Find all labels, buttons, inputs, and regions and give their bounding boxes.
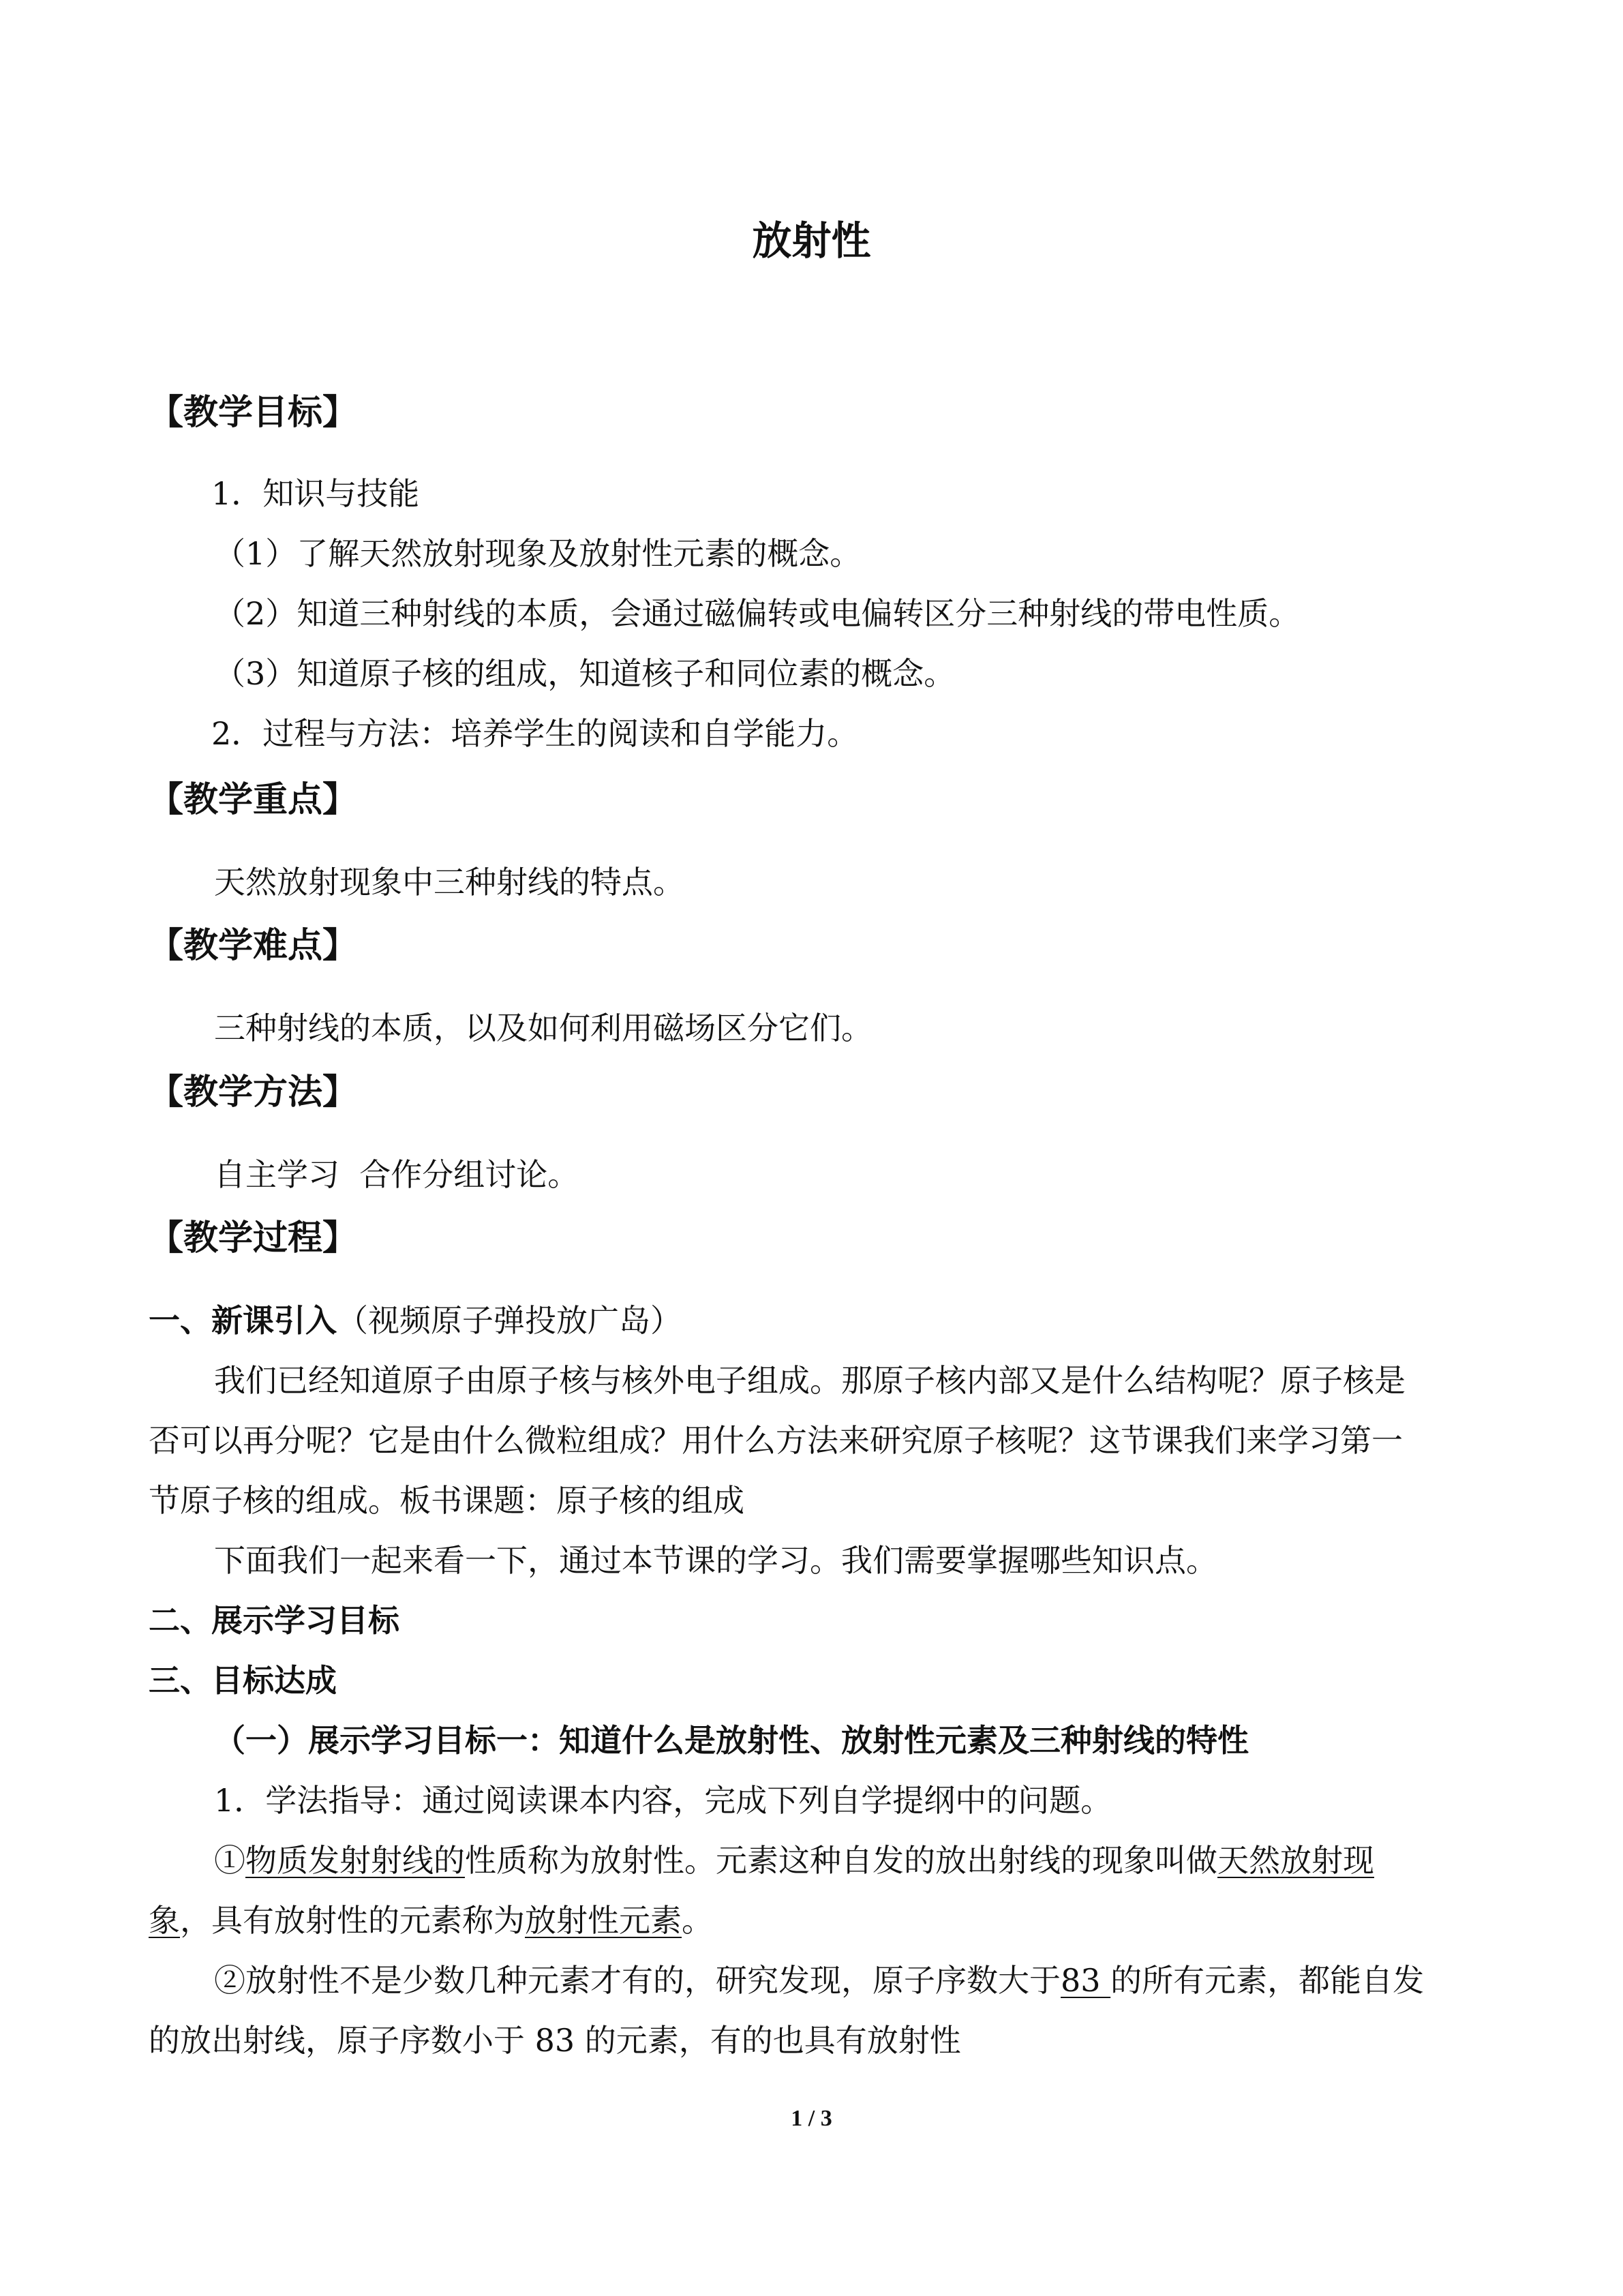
section-heading-methods: 【教学方法】 <box>149 1072 358 1113</box>
goal-sub-1: （1）了解天然放射现象及放射性元素的概念。 <box>214 535 862 572</box>
section-heading-difficulties: 【教学难点】 <box>149 926 358 966</box>
section-heading-process: 【教学过程】 <box>149 1218 358 1258</box>
goal-sub-3: （3）知道原子核的组成，知道核子和同位素的概念。 <box>214 655 956 692</box>
goal-item-1: 1．知识与技能 <box>211 475 420 512</box>
section-heading-goals: 【教学目标】 <box>149 393 358 433</box>
methods-text: 自主学习 合作分组讨论。 <box>214 1156 579 1193</box>
q1-end: 。 <box>682 1902 713 1939</box>
page-number: 1 / 3 <box>791 2106 832 2131</box>
q2-blank: 83 <box>1061 1962 1111 1999</box>
process-heading-1 <box>149 1300 682 1341</box>
page-title: 放射性 <box>752 217 871 264</box>
q1-blank-3: 放射性元素 <box>525 1902 682 1939</box>
sub-goal-heading: （一）展示学习目标一：知道什么是放射性、放射性元素及三种射线的特性 <box>214 1722 1249 1759</box>
goal-item-2: 2．过程与方法：培养学生的阅读和自学能力。 <box>211 715 859 752</box>
q1-blank-2: 天然放射现 <box>1217 1842 1374 1879</box>
heading-1-note: （视频原子弹投放广岛） <box>337 1302 682 1339</box>
q1-blank-1: 物质发射射线的 <box>245 1842 465 1879</box>
difficulties-text: 三种射线的本质，以及如何利用磁场区分它们。 <box>214 1010 873 1046</box>
question-1-line-1 <box>214 1840 1374 1881</box>
section-heading-keypoints: 【教学重点】 <box>149 780 358 820</box>
goal-sub-2: （2）知道三种射线的本质，会通过磁偏转或电偏转区分三种射线的带电性质。 <box>214 595 1301 632</box>
q1-marker: ① <box>214 1842 245 1879</box>
paragraph-2: 下面我们一起来看一下，通过本节课的学习。我们需要掌握哪些知识点。 <box>214 1542 1217 1579</box>
paragraph-1-line-2: 否可以再分呢？它是由什么微粒组成？用什么方法来研究原子核呢？这节课我们来学习第一 <box>149 1422 1403 1459</box>
q1-text: 性质称为放射性。元素这种自发的放出射线的现象叫做 <box>465 1842 1217 1879</box>
paragraph-1-line-1: 我们已经知道原子由原子核与核外电子组成。那原子核内部又是什么结构呢？原子核是 <box>214 1362 1406 1399</box>
q1-text-2: ，具有放射性的元素称为 <box>180 1902 525 1939</box>
q2-text-b: 的所有元素，都能自发 <box>1110 1962 1425 1999</box>
heading-1-label: 一、新课引入 <box>149 1302 337 1339</box>
paragraph-1-line-3: 节原子核的组成。板书课题：原子核的组成 <box>149 1482 744 1519</box>
process-heading-3: 三、目标达成 <box>149 1662 337 1699</box>
question-2-line-1 <box>214 1960 1424 2001</box>
process-heading-2: 二、展示学习目标 <box>149 1602 399 1639</box>
keypoints-text: 天然放射现象中三种射线的特点。 <box>214 864 684 901</box>
q1-blank-2-cont: 象 <box>149 1902 180 1939</box>
question-2-line-2: 的放出射线，原子序数小于 83 的元素，有的也具有放射性 <box>149 2022 961 2059</box>
q2-text-a: ②放射性不是少数几种元素才有的，研究发现，原子序数大于 <box>214 1962 1061 1999</box>
question-1-line-2 <box>149 1900 713 1941</box>
study-guide: 1．学法指导：通过阅读课本内容，完成下列自学提纲中的问题。 <box>214 1782 1112 1819</box>
